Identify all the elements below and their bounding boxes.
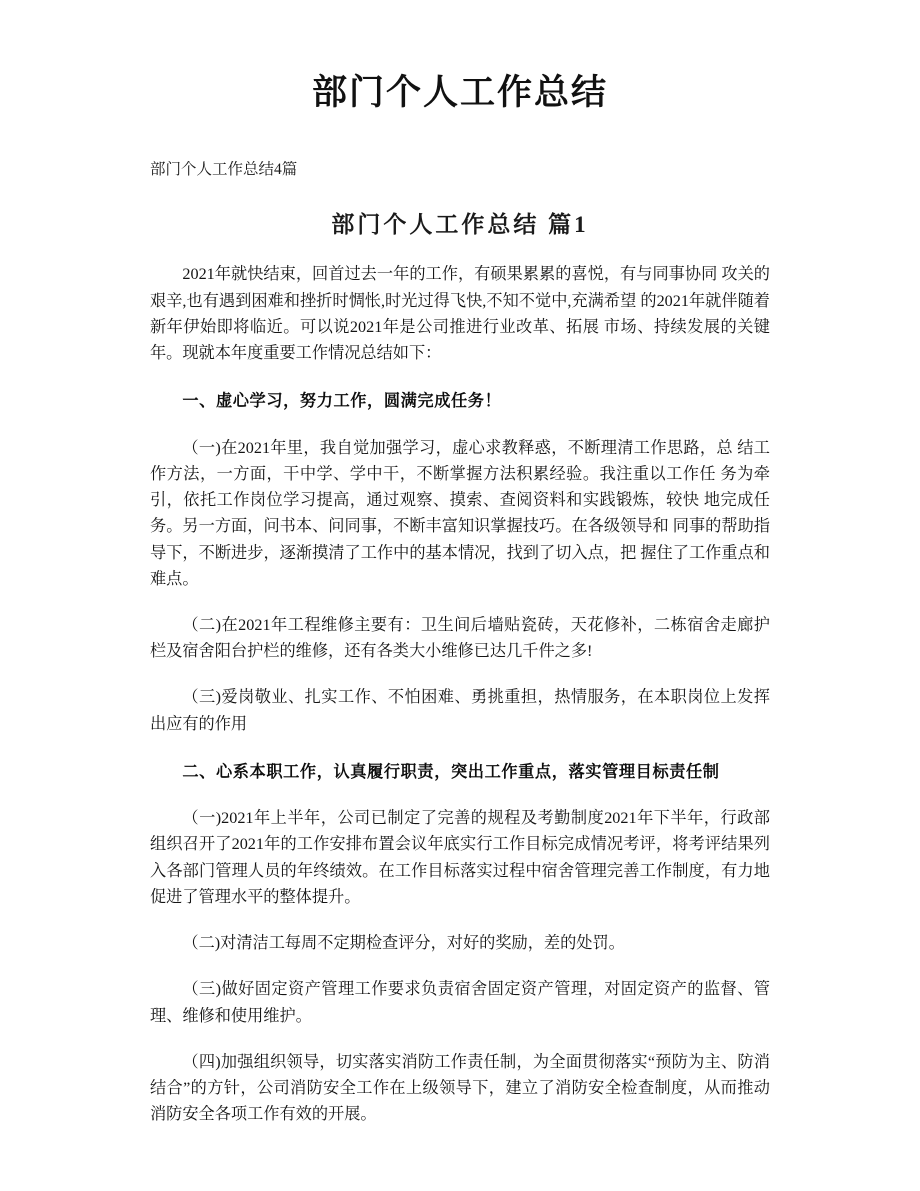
page-content-column xyxy=(150,0,770,1128)
item-2-2: （二)对清洁工每周不定期检查评分，对好的奖励，差的处罚。 xyxy=(182,934,625,953)
heading-one: 一、虚心学习，努力工作，圆满完成任务！ xyxy=(182,392,502,411)
item-1-1: （一)在2021年里，我自觉加强学习，虚心求教释惑，不断理清工作思路，总 结工作方法，一方面，干中学、学中干，不断掌握方法积累经验。我注重以工作任 务为牵引，依托工作岗位学习提高，通过观察、摸索、查阅资料和实践锻炼，较快 地完成任务。另一方面，问书本、问同事，不断丰富知识掌握技巧。在各级领导和 同事的帮助指导下，不断进步，逐渐摸清了工作中的基本情况，找到了切入点，把 握住了工作重点和难点。 xyxy=(150,438,770,588)
document-title: 部门个人工作总结 xyxy=(311,73,608,112)
item-2-3: （三)做好固定资产管理工作要求负责宿舍固定资产管理，对固定资产的监督、管理、维修和使用维护。 xyxy=(150,980,770,1025)
item-2-4: （四)加强组织领导，切实落实消防工作责任制，为全面贯彻落实“预防为主、防消结合”的方针，公司消防安全工作在上级领导下，建立了消防安全检查制度，从而推动消防安全各项工作有效的开展。 xyxy=(150,1052,770,1124)
item-2-1: （一)2021年上半年，公司已制定了完善的规程及考勤制度2021年下半年，行政部组织召开了2021年的工作安排布置会议年底实行工作目标完成情况考评，将考评结果列入各部门管理人员的年终绩效。在工作目标落实过程中宿舍管理完善工作制度，有力地促进了管理水平的整体提升。 xyxy=(150,809,770,906)
item-1-3: （三)爱岗敬业、扎实工作、不怕困难、勇挑重担，热情服务，在本职岗位上发挥出应有的作用 xyxy=(150,688,770,733)
document-subline: 部门个人工作总结4篇 xyxy=(150,161,298,178)
document-body xyxy=(150,241,770,1127)
item-1-2: （二)在2021年工程维修主要有：卫生间后墙贴瓷砖，天花修补，二栋宿舍走廊护栏及宿舍阳台护栏的维修，还有各类大小维修已达几千件之多! xyxy=(150,616,770,661)
heading-two: 二、心系本职工作，认真履行职责，突出工作重点，落实管理目标责任制 xyxy=(182,762,720,781)
section-heading: 部门个人工作总结 篇1 xyxy=(331,212,589,238)
intro-paragraph: 2021年就快结束，回首过去一年的工作，有硕果累累的喜悦，有与同事协同 攻关的艰辛,也有遇到困难和挫折时惆怅,时光过得飞快,不知不觉中,充满希望 的2021年就伴随着新年伊始即将临近。可以说2021年是公司推进行业改革、拓展 市场、持续发展的关键年。现就本年度重要工作情况总结如下： xyxy=(150,265,770,363)
